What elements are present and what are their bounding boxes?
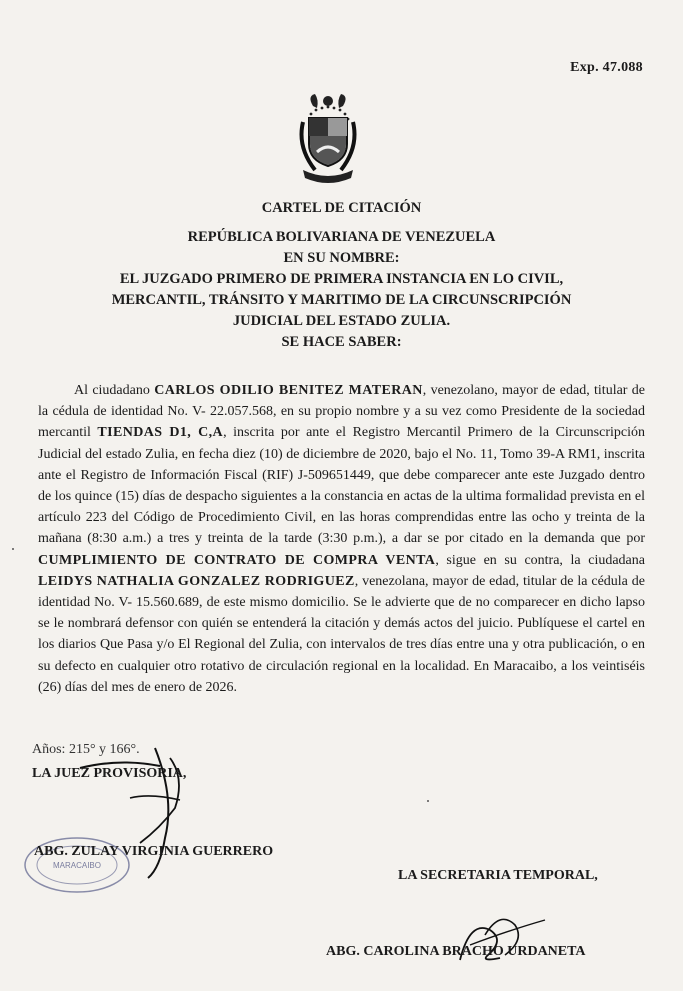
judge-name: ABG. ZULAY VIRGINIA GUERRERO — [34, 844, 274, 859]
body-part-3: , inscrita por ante el Registro Mercantil Primero de la Circunscripción Judicial del estado Zulia, en fecha diez (10) de diciembre de 2020, bajo el No. 11, Tomo 39-A RM1, inscrita ante el Registro de Información Fiscal (RIF) J-509651449, que debe comparecer ante este Juzgado dentro de los quince (15) días de despacho siguientes a la constancia en actas de la ultima formalidad prevista en el artículo 223 del Código de Procedimiento Civil, en las horas comprendidas entre las ocho y treinta de la mañana (8:30 a.m.) a tres y treinta de la tarde (3:30 p.m.), a dar se por citado en la demanda que por — [38, 425, 645, 547]
heading-title: CARTEL DE CITACIÓN — [261, 200, 422, 216]
heading-line-notice: SE HACE SABER: — [281, 334, 402, 350]
coat-of-arms-icon — [293, 92, 363, 184]
heading-line-name: EN SU NOMBRE: — [283, 250, 400, 266]
heading-line-republic: REPÚBLICA BOLIVARIANA DE VENEZUELA — [187, 229, 496, 245]
claim-type: CUMPLIMIENTO DE CONTRATO DE COMPRA VENTA — [38, 552, 436, 568]
secretary-signature — [440, 900, 550, 980]
expediente-number: Exp. 47.088 — [570, 60, 643, 75]
body-part-4: , sigue en su contra, la ciudadana — [435, 552, 645, 568]
judge-signature — [60, 738, 210, 888]
heading-line-court-1: EL JUZGADO PRIMERO DE PRIMERA INSTANCIA EN LO CIVIL, — [119, 271, 564, 287]
secretary-name: ABG. CAROLINA BRACHO URDANETA — [326, 944, 586, 959]
citation-body — [38, 380, 645, 698]
scan-speck — [12, 548, 14, 550]
body-part-2: , venezolano, mayor de edad, titular de la cédula de identidad No. V- 22.057.568, en su propio nombre y a su vez como Presidente de la sociedad mercantil — [38, 383, 646, 441]
body-part-5: , venezolana, mayor de edad, titular de la cédula de identidad No. V- 15.560.689, de este mismo domicilio. Se le advierte que de no comparecer en dicho lapso se le nombrará defensor con quién se entenderá la citación y demás actos del juicio. Publíquese el cartel en los diarios Que Pasa y/o El Regional del Zulia, con intervalos de tres días entre una y otra publicación, o en su defecto en cualquier otro rotativo de circulación regional en la localidad. En Maracaibo, a los veintiséis (26) días del mes de enero de 2026. — [38, 573, 645, 695]
heading-line-court-3: JUDICIAL DEL ESTADO ZULIA. — [232, 313, 451, 329]
secretary-title: LA SECRETARIA TEMPORAL, — [398, 868, 598, 883]
scan-speck — [427, 800, 429, 802]
company-name: TIENDAS D1, C,A — [97, 425, 224, 441]
body-part-1: Al ciudadano — [74, 383, 155, 398]
stamp-text: MARACAIBO — [52, 861, 102, 870]
document-heading — [40, 198, 643, 353]
heading-line-court-2: MERCANTIL, TRÁNSITO Y MARITIMO DE LA CIRCUNSCRIPCIÓN — [111, 292, 572, 308]
plaintiff-name: LEIDYS NATHALIA GONZALEZ RODRIGUEZ — [38, 573, 355, 589]
judge-title: LA JUEZ PROVISORIA, — [32, 766, 187, 781]
defendant-name: CARLOS ODILIO BENITEZ MATERAN — [154, 383, 423, 398]
years-line: Años: 215° y 166°. — [32, 742, 140, 757]
